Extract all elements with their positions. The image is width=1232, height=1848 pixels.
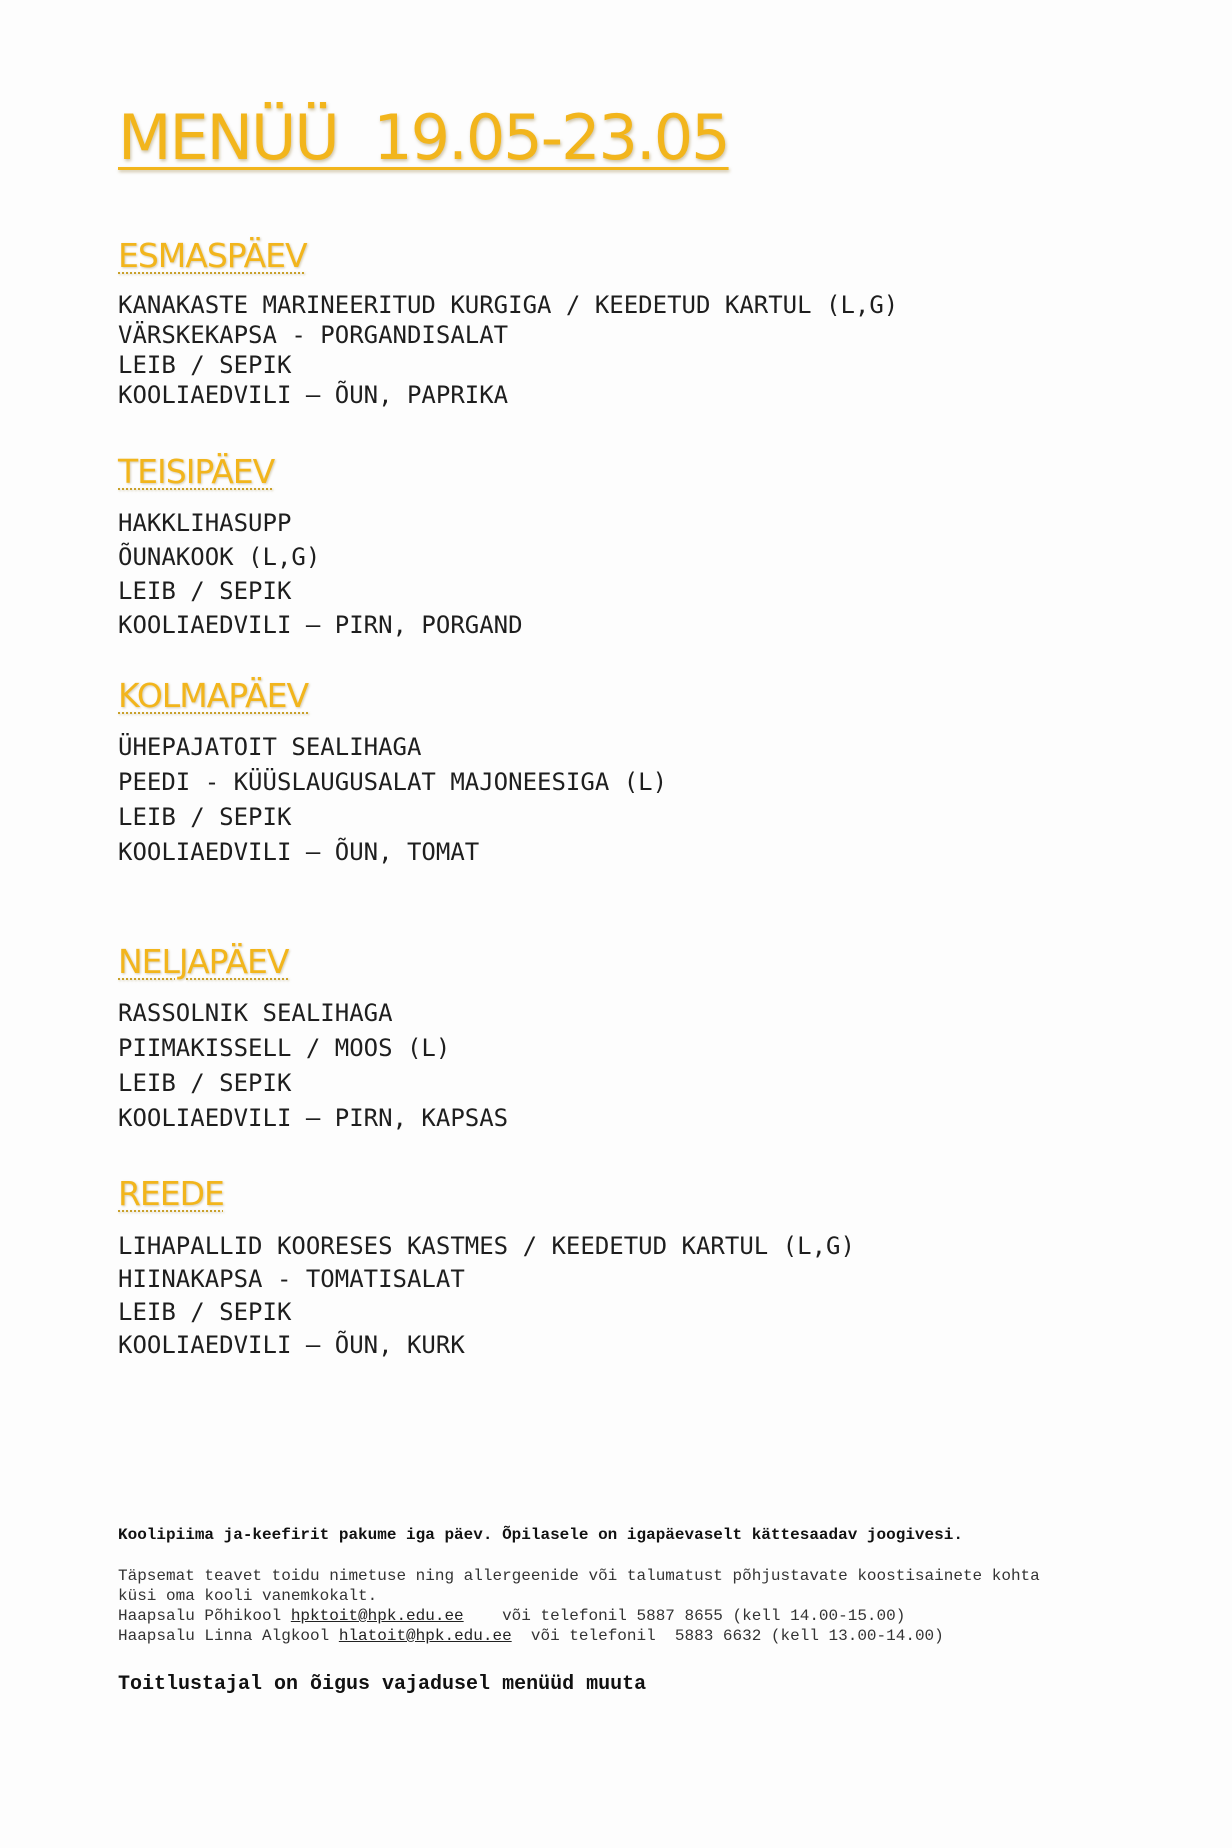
menu-item: KOOLIAEDVILI – PIRN, PORGAND [118,611,523,639]
info-line: Täpsemat teavet toidu nimetuse ning allergeenide või talumatust põhjustavate koostisainete kohta [118,1567,1040,1585]
menu-item: PEEDI - KÜÜSLAUGUSALAT MAJONEESIGA (L) [118,768,668,796]
menu-item: PIIMAKISSELL / MOOS (L) [118,1034,451,1062]
menu-item: HAKKLIHASUPP [118,509,292,537]
menu-item: KOOLIAEDVILI – PIRN, KAPSAS [118,1104,509,1132]
day-heading: TEISIPÄEV [118,452,275,491]
school-phone: või telefonil 5883 6632 (kell 13.00-14.00) [511,1627,944,1645]
day-section-thursday [118,940,508,1136]
email-link[interactable]: hlatoit@hpk.edu.ee [338,1627,512,1645]
menu-item: LEIB / SEPIK [118,1069,292,1097]
menu-item: ÜHEPAJATOIT SEALIHAGA [118,733,422,761]
milk-note [118,1525,963,1545]
day-section-wednesday [118,674,667,870]
school-contact-1 [118,1606,1040,1626]
day-section-tuesday [118,450,523,642]
menu-item: LEIB / SEPIK [118,351,292,379]
menu-item: LIHAPALLID KOORESES KASTMES / KEEDETUD KARTUL (L,G) [118,1232,855,1260]
menu-item: ÕUNAKOOK (L,G) [118,543,321,571]
menu-item: KOOLIAEDVILI – ÕUN, PAPRIKA [118,381,509,409]
menu-item: LEIB / SEPIK [118,577,292,605]
menu-title: MENÜÜ 19.05-23.05 [118,101,729,174]
school-name: Haapsalu Linna Algkool [118,1627,339,1645]
day-section-monday [118,234,898,410]
day-heading: NELJAPÄEV [118,942,289,981]
menu-item: LEIB / SEPIK [118,803,292,831]
school-phone: või telefonil 5887 8655 (kell 14.00-15.00) [463,1607,906,1625]
menu-item: KANAKASTE MARINEERITUD KURGIGA / KEEDETUD KARTUL (L,G) [118,291,899,319]
day-heading: KOLMAPÄEV [118,676,309,715]
school-name: Haapsalu Põhikool [118,1607,291,1625]
info-line: küsi oma kooli vanemkokalt. [118,1587,378,1605]
rights-note [118,1672,646,1698]
menu-item: KOOLIAEDVILI – ÕUN, KURK [118,1331,465,1359]
milk-note-text: Koolipiima ja-keefirit pakume iga päev. Õpilasele on igapäevaselt kättesaadav joogivesi. [118,1526,963,1544]
rights-note-text: Toitlustajal on õigus vajadusel menüüd muuta [118,1673,647,1696]
school-contact-2 [118,1626,1040,1646]
menu-item: RASSOLNIK SEALIHAGA [118,999,393,1027]
menu-item: HIINAKAPSA - TOMATISALAT [118,1265,465,1293]
day-section-friday [118,1172,855,1362]
menu-item: KOOLIAEDVILI – ÕUN, TOMAT [118,838,480,866]
allergen-info [118,1566,1040,1646]
menu-item: LEIB / SEPIK [118,1298,292,1326]
day-heading: REEDE [118,1174,224,1213]
menu-item: VÄRSKEKAPSA - PORGANDISALAT [118,321,509,349]
day-heading: ESMASPÄEV [118,236,307,275]
email-link[interactable]: hpktoit@hpk.edu.ee [290,1607,464,1625]
